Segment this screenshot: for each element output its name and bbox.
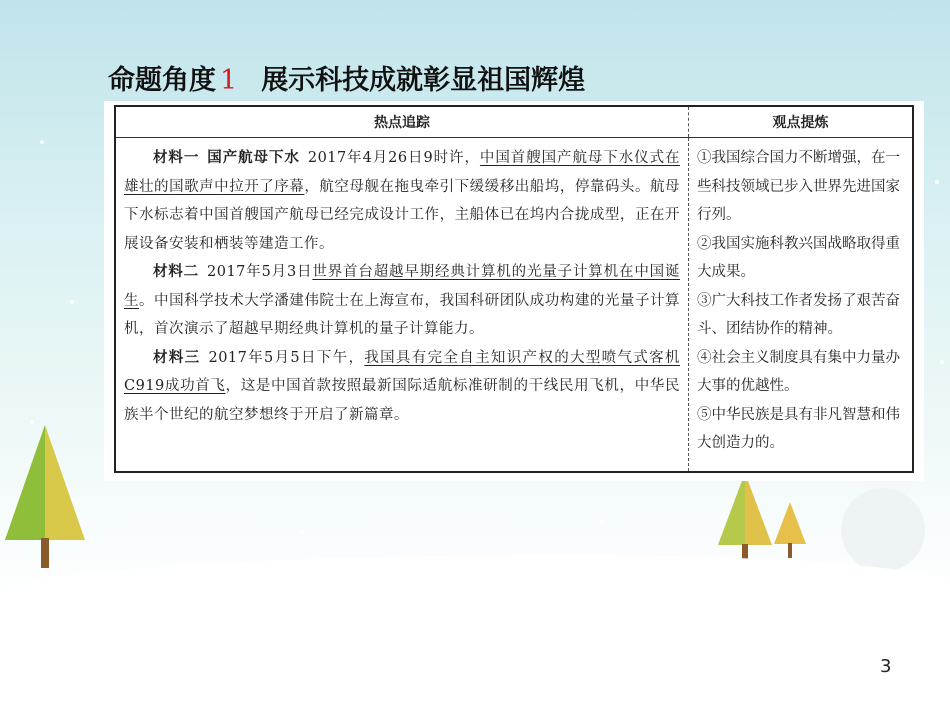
page-title (108, 58, 585, 97)
material-text-post: 。中国科学技术大学潘建伟院士在上海宣布，我国科研团队成功构建的光量子计算机，首次演示了超越早期经典计算机的量子计算能力。 (124, 292, 681, 337)
tree-small-icon (772, 500, 808, 560)
material-table (114, 105, 914, 473)
snowflake (300, 530, 304, 534)
header-viewpoints: 观点提炼 (689, 106, 914, 138)
snow-ground (0, 555, 950, 713)
materials-cell (115, 138, 689, 473)
material-text-post: ，航空母舰在拖曳牵引下缓缓移出船坞，停靠码头。航母下水标志着中国首艘国产航母已经完成设计工作，主船体已在坞内合拢成型，正在开展设备安装和栖装等建造工作。 (124, 178, 681, 252)
header-hot-topics: 热点追踪 (115, 106, 689, 138)
material-text-pre: 2017年5月3日 (207, 264, 313, 280)
viewpoint-item: ⑤中华民族是具有非凡智慧和伟大创造力的。 (697, 406, 900, 451)
tree-right-icon (715, 470, 775, 570)
viewpoint-item: ③广大科技工作者发扬了艰苦奋斗、团结协作的精神。 (697, 292, 900, 337)
viewpoint-item: ②我国实施科教兴国战略取得重大成果。 (697, 235, 900, 280)
material-text-underlined: 我国具有完全自主知识产权的大型喷气式客机C919成功首飞 (124, 349, 680, 394)
material-paragraph-2 (124, 258, 680, 344)
material-text-underlined: 世界首台超越早期经典计算机的光量子计算机在中国诞生 (124, 264, 681, 309)
snowflake (600, 520, 604, 524)
material-paragraph-1 (124, 144, 680, 258)
material-label: 材料一 (153, 149, 200, 166)
snowflake (940, 360, 944, 364)
snowflake (935, 180, 939, 184)
material-paragraph-3 (124, 344, 680, 430)
title-prefix: 命题角度 (108, 65, 216, 96)
snowflake (70, 300, 74, 304)
title-number: 1 (220, 65, 238, 96)
material-text-pre: 2017年5月5日下午， (208, 349, 365, 366)
material-text-pre: 2017年4月26日9时许， (307, 150, 480, 166)
material-label: 材料二 (153, 263, 199, 280)
page-number: 3 (880, 656, 892, 677)
viewpoint-item: ①我国综合国力不断增强，在一些科技领域已步入世界先进国家行列。 (697, 150, 900, 223)
material-text-underlined: 中国首艘国产航母下水仪式在雄壮的国歌声中拉开了序幕 (124, 150, 681, 195)
title-text: 展示科技成就彰显祖国辉煌 (261, 65, 586, 96)
viewpoints-cell (689, 138, 914, 473)
material-label: 材料三 (153, 348, 201, 366)
tree-left-icon (0, 420, 90, 570)
material-card (104, 101, 924, 481)
material-subtitle: 国产航母下水 (207, 149, 300, 166)
material-text-post: ，这是中国首款按照最新国际适航标准研制的干线民用飞机，中华民族半个世纪的航空梦想终于开启了新篇章。 (124, 378, 680, 423)
viewpoint-item: ④社会主义制度具有集中力量办大事的优越性。 (697, 349, 900, 394)
snowflake (40, 140, 44, 144)
